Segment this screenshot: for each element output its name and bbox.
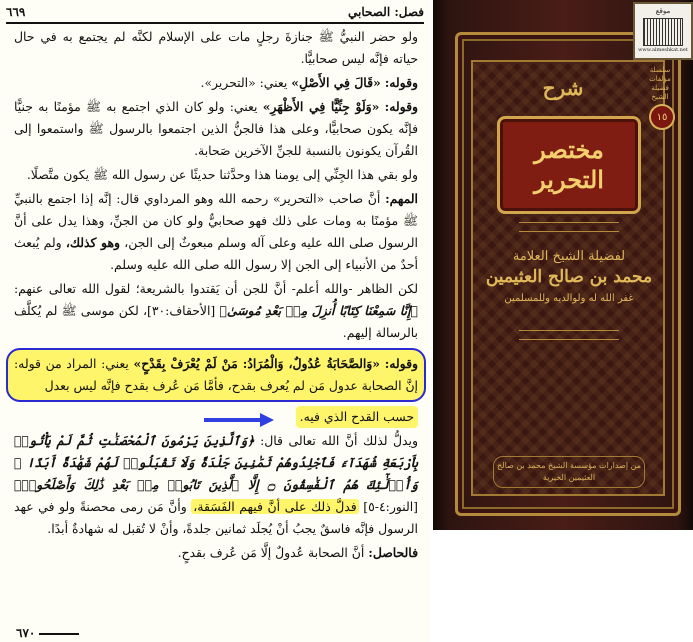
highlight-tail: [14, 406, 418, 430]
book-cover: [433, 0, 693, 530]
lead-word: وقوله:: [384, 75, 418, 90]
arrow-icon: [204, 415, 274, 425]
paragraph-text: لكن الظاهر -والله أعلم- أنَّ للجن أن يَقتدوا بالشريعة؛ لقول الله تعالى عنهم:: [14, 281, 418, 296]
paragraph-nur: [14, 430, 418, 540]
series-label: سلسلة مؤلفات فضيلة الشيخ: [649, 66, 671, 101]
paragraph-jinn: [14, 96, 418, 162]
paragraph-asl: [14, 72, 418, 94]
paragraph-text: ويدلُّ لذلك أنَّ الله تعالى قال:: [260, 433, 418, 448]
page-body: [14, 26, 418, 622]
lead-word: وقوله:: [384, 356, 418, 371]
cover-title-box: [497, 116, 641, 214]
paragraph-text: أنَّ صاحب «التحرير» رحمه الله وهو المرداوي قال: إنَّه إذا اجتمع بالنبيِّ ﷺ مؤمنًا به ومات على ذلك فهو صحابيٌّ ولو كان من الجنِّ، وهذا يدل على أنَّ الرسول صلى الله عليه وعلى آله وسلم مبعوثٌ إلى الجن،: [14, 191, 418, 250]
author-suffix: غفر الله له ولوالديه وللمسلمين: [504, 293, 634, 304]
author-prefix: لفضيلة الشيخ العلامة: [512, 249, 626, 264]
cover-author-block: [485, 246, 653, 309]
volume-badge: ١٥: [649, 104, 675, 130]
quoted-phrase: «قَالَ فِي الأَصْلِ»: [291, 75, 381, 90]
cover-title: مختصر التحرير: [534, 135, 604, 194]
footer-rule: [39, 633, 79, 635]
emphasis-phrase: وهو كذلك،: [65, 235, 120, 250]
quoted-phrase: «وَالصَّحَابَةُ عُدُولٌ، وَالْمُرَادُ: مَنْ لَمْ يُعْرَفْ بِقَدْحٍ»: [133, 356, 381, 371]
paragraph-ahqaf: [14, 278, 418, 344]
cover-publisher: من إصدارات مؤسسة الشيخ محمد بن صالح العثيمين الخيرية: [493, 456, 645, 488]
highlight-tail-text: حسب القدح الذي فيه.: [296, 406, 418, 428]
stamp-logo-icon: [643, 18, 683, 46]
highlighted-phrase: فدلَّ ذلك على أنَّ فيهم الفَسَقة،: [193, 499, 357, 514]
paragraph-text: ولو بقي هذا الجِنِّي إلى يومنا هذا وحدَّثنا حديثًا عن رسول الله ﷺ يكون متَّصلًا.: [26, 167, 418, 182]
paragraph-muhim: [14, 188, 418, 276]
paragraph-text: يعني: ولو كان الذي اجتمع به ﷺ مؤمنًا به جنيًّا فإنَّه يكون صحابيًّا، وعلى هذا فالجنُّ الذين اجتمعوا بالرسول ﷺ واستمعوا إلى القُرآن يكونون بالنسبة للجنِّ الآخرين صَحابة.: [14, 99, 418, 158]
paragraph-funeral: [14, 26, 418, 70]
lead-word: وقوله:: [384, 99, 418, 114]
cover-sharh-word: شرح: [542, 76, 584, 100]
lead-word: فالحاصل:: [368, 545, 418, 560]
site-stamp: [633, 2, 693, 60]
ornament-divider: [519, 330, 619, 340]
paragraph-text: ، لكن موسى ﷺ لم يُكلَّف بالرسالة إليهم.: [14, 303, 418, 340]
paragraph-conclusion: [14, 542, 418, 564]
quoted-phrase: «وَلَوْ جِنِّيًّا فِي الأَظْهَرِ»: [262, 99, 380, 114]
author-name: محمد بن صالح العثيمين: [485, 267, 653, 287]
verse-reference: [النور:٤-٥]: [363, 499, 418, 514]
paragraph-text: ولو حضر النبيُّ ﷺ جنازةَ رجلٍ مات على الإسلام لكنَّه لم يجتمع به في حال حياته فإنَّه ليس صحابيًّا.: [14, 29, 418, 66]
paragraph-text: يعني: المراد من قوله: إنَّ الصحابة عدول مَن لم يُعرف بقدح، فأمَّا مَن عُرف بقدح فإنَّه ليس بعدل: [14, 356, 418, 393]
paragraph-jinn-hadith: [14, 164, 418, 186]
highlight-box: [6, 348, 426, 402]
paragraph-text: يعني: «التحرير».: [200, 75, 288, 90]
page-footer: [16, 626, 79, 640]
paragraph-text: أنَّ الصحابة عُدولٌ إلَّا مَن عُرف بقدحٍ.: [177, 545, 365, 560]
header-page-number: ٦٦٩: [6, 5, 26, 19]
stamp-text: موقع: [655, 7, 671, 15]
footer-page-number: ٦٧٠: [16, 626, 36, 640]
page-header: [6, 2, 424, 24]
ornament-divider: [519, 222, 619, 232]
quran-verse: ﴿وَٱلَّذِينَ يَرْمُونَ ٱلْمُحْصَنَٰتِ ثُمَّ لَمْ يَأْتُوا۟ بِأَرْبَعَةِ شُهَدَآءَ فَٱجْلِدُوهُمْ ثَمَٰنِينَ جَلْدَةً وَلَا تَقْبَلُوا۟ لَهُمْ شَهَٰدَةً أَبَدًا ۚ وَأُو۟لَٰٓئِكَ هُمُ ٱلْفَٰسِقُونَ ۝ إِلَّا ٱلَّذِينَ تَابُوا۟ مِنۢ بَعْدِ ذَٰلِكَ وَأَصْلَحُوا۟﴾: [14, 433, 418, 492]
lead-word: المهم:: [385, 191, 418, 206]
paragraph-text: وأنَّ مَن رمى محصنةً ولو في عهد الرسول فإنَّه فاسقٌ يجبُ أنْ يُجلَد ثمانين جلدةً، وأنْ لا تُقبل له شهادةٌ أبدًا.: [14, 499, 418, 536]
quran-verse: ﴿إِنَّا سَمِعْنَا كِتَابًا أُنزِلَ مِنۢ بَعْدِ مُوسَىٰ﴾: [219, 303, 418, 318]
stamp-url: www.almeshkat.net: [638, 47, 688, 53]
verse-reference: [الأحقاف:٣٠]: [147, 303, 216, 318]
header-title: فصل: الصحابي: [348, 5, 424, 19]
paragraph-text: ولم يُبعث أحدٌ من الأنبياء إلى الجن إلا رسول الله صلى الله عليه وسلم.: [14, 235, 418, 272]
